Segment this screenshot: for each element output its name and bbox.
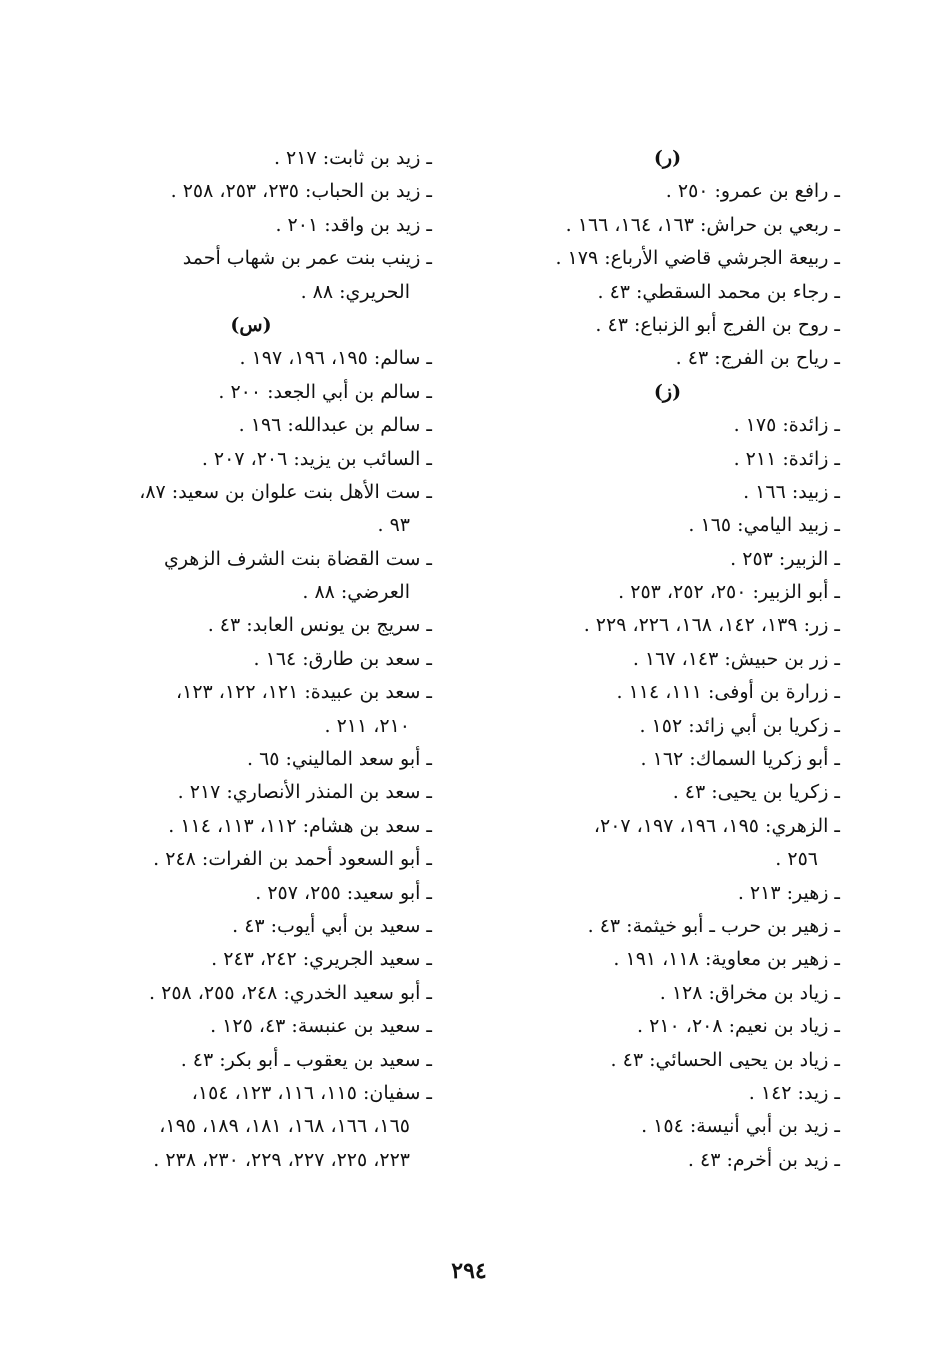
index-entry: ـ الزبير: ٢٥٣ . [730, 547, 840, 570]
index-entry: ـ أبو سعيد الخدري: ٢٤٨، ٢٥٥، ٢٥٨ . [149, 981, 432, 1004]
index-entry-continuation: ١٦٥، ١٦٦، ١٦٨، ١٨١، ١٨٩، ١٩٥، [159, 1115, 410, 1138]
index-entry: ـ زر: ١٣٩، ١٤٢، ١٦٨، ٢٢٦، ٢٢٩ . [583, 614, 840, 637]
index-entry-continuation: العرضي: ٨٨ . [302, 581, 410, 604]
index-entry: ـ زائدة: ٢١١ . [733, 447, 840, 470]
index-entry: ـ زيد بن أبي أنيسة: ١٥٤ . [641, 1115, 840, 1138]
index-entry: ـ سعد بن طارق: ١٦٤ . [253, 647, 432, 670]
index-entry: ـ رجاء بن محمد السقطي: ٤٣ . [597, 280, 840, 303]
index-entry: ـ روح بن الفرج أبو الزنباع: ٤٣ . [595, 313, 840, 336]
index-entry: ـ زائدة: ١٧٥ . [733, 414, 840, 437]
index-entry: ـ ربيعة الجرشي قاضي الأرباع: ١٧٩ . [555, 247, 840, 270]
index-entry: ـ سعيد الجريري: ٢٤٢، ٢٤٣ . [211, 948, 432, 971]
index-entry: ـ زيد بن واقد: ٢٠١ . [275, 213, 432, 236]
index-entry: ـ سعيد بن يعقوب ـ أبو بكر: ٤٣ . [180, 1048, 432, 1071]
index-entry: ـ زياد بن نعيم: ٢٠٨، ٢١٠ . [637, 1015, 840, 1038]
index-section-heading: (ز) [653, 380, 682, 403]
index-entry: ـ أبو الزبير: ٢٥٠، ٢٥٢، ٢٥٣ . [618, 581, 840, 604]
index-entry: ـ سفيان: ١١٥، ١١٦، ١٢٣، ١٥٤، [191, 1081, 432, 1104]
index-section-heading: (س) [230, 313, 272, 336]
index-entry: ـ زكريا بن أبي زائد: ١٥٢ . [639, 714, 840, 737]
index-entry: ـ زيد: ١٤٢ . [748, 1081, 840, 1104]
index-entry: ـ أبو السعود أحمد بن الفرات: ٢٤٨ . [153, 848, 432, 871]
index-entry: ـ أبو سعد الماليني: ٦٥ . [246, 748, 432, 771]
index-entry: ـ أبو سعيد: ٢٥٥، ٢٥٧ . [255, 881, 432, 904]
index-column-left [70, 142, 432, 1177]
index-entry: ـ سعيد بن أبي أيوب: ٤٣ . [232, 914, 432, 937]
index-entry: ـ زيد بن الحباب: ٢٣٥، ٢٥٣، ٢٥٨ . [170, 180, 432, 203]
index-entry: ـ زر بن حبيش: ١٤٣، ١٦٧ . [632, 647, 840, 670]
index-entry: ـ ربعي بن حراش: ١٦٣، ١٦٤، ١٦٦ . [565, 213, 840, 236]
index-column-right [495, 142, 840, 1177]
index-entry: ـ زياد بن مخراق: ١٢٨ . [659, 981, 840, 1004]
index-entry: ـ زهير بن حرب ـ أبو خيثمة: ٤٣ . [587, 914, 840, 937]
index-entry-continuation: ٩٣ . [377, 514, 410, 537]
index-entry: ـ زيد بن أخرم: ٤٣ . [687, 1148, 840, 1171]
index-entry: ـ زبيد: ١٦٦ . [743, 480, 840, 503]
index-entry: ـ سعد بن عبيدة: ١٢١، ١٢٢، ١٢٣، [175, 681, 432, 704]
index-entry: ـ سالم: ١٩٥، ١٩٦، ١٩٧ . [239, 347, 432, 370]
index-entry: ـ زكريا بن يحيى: ٤٣ . [672, 781, 840, 804]
index-section-heading: (ر) [653, 147, 682, 169]
index-entry: ـ زبيد اليامي: ١٦٥ . [688, 514, 840, 537]
index-entry: ـ زيد بن ثابت: ٢١٧ . [273, 147, 432, 169]
index-entry: ـ سعد بن هشام: ١١٢، ١١٣، ١١٤ . [168, 814, 432, 837]
index-entry-continuation: الحريري: ٨٨ . [300, 280, 410, 303]
index-entry-continuation: ٢١٠، ٢١١ . [324, 714, 410, 737]
index-entry-continuation: ٢٢٣، ٢٢٥، ٢٢٧، ٢٢٩، ٢٣٠، ٢٣٨ . [153, 1148, 410, 1171]
index-entry: ـ سعيد بن عنبسة: ٤٣، ١٢٥ . [210, 1015, 432, 1038]
index-entry: ـ السائب بن يزيد: ٢٠٦، ٢٠٧ . [201, 447, 432, 470]
index-entry: ـ ست القضاة بنت الشرف الزهري [163, 547, 432, 570]
index-entry: ـ سالم بن عبدالله: ١٩٦ . [238, 414, 432, 437]
index-entry: ـ زينب بنت عمر بن شهاب أحمد [182, 247, 432, 270]
index-entry: ـ رافع بن عمرو: ٢٥٠ . [665, 180, 840, 203]
index-entry: ـ رياح بن الفرج: ٤٣ . [675, 347, 840, 370]
index-entry: ـ سعد بن المنذر الأنصاري: ٢١٧ . [177, 781, 432, 804]
index-entry: ـ زهير: ٢١٣ . [737, 881, 840, 904]
index-entry: ـ سالم بن أبي الجعد: ٢٠٠ . [218, 380, 432, 403]
index-entry: ـ ست الأهل بنت علوان بن سعيد: ٨٧، [139, 480, 432, 503]
index-entry: ـ زرارة بن أوفى: ١١١، ١١٤ . [616, 681, 840, 704]
index-entry: ـ سريج بن يونس العابد: ٤٣ . [207, 614, 432, 637]
index-entry: ـ أبو زكريا السماك: ١٦٢ . [640, 748, 840, 771]
index-entry: ـ الزهري: ١٩٥، ١٩٦، ١٩٧، ٢٠٧، [593, 814, 840, 837]
page-number: ٢٩٤ [451, 1258, 487, 1284]
index-entry: ـ زياد بن يحيى الحسائي: ٤٣ . [610, 1048, 840, 1071]
index-entry-continuation: ٢٥٦ . [775, 848, 818, 871]
index-entry: ـ زهير بن معاوية: ١١٨، ١٩١ . [613, 948, 840, 971]
